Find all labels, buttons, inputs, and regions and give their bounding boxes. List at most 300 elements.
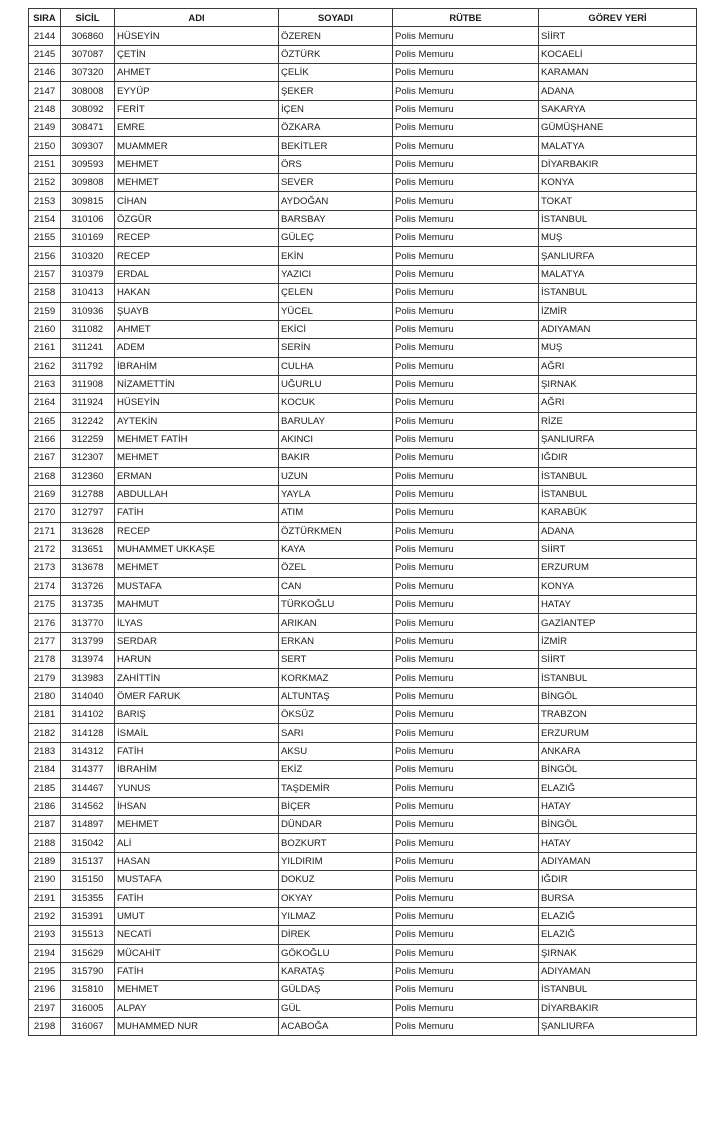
cell-sicil: 314467 [61,779,115,797]
cell-rutbe: Polis Memuru [393,687,539,705]
cell-sira: 2160 [29,320,61,338]
cell-gorev-yeri: ELAZIĞ [539,926,697,944]
cell-soyadi: EKİN [279,247,393,265]
cell-rutbe: Polis Memuru [393,320,539,338]
cell-gorev-yeri: AĞRI [539,394,697,412]
cell-soyadi: UĞURLU [279,375,393,393]
cell-gorev-yeri: KOCAELİ [539,45,697,63]
cell-rutbe: Polis Memuru [393,540,539,558]
cell-gorev-yeri: İSTANBUL [539,669,697,687]
cell-soyadi: GÖKOĞLU [279,944,393,962]
cell-adi: MEHMET [115,155,279,173]
table-row [29,504,697,522]
cell-gorev-yeri: KARAMAN [539,64,697,82]
cell-rutbe: Polis Memuru [393,412,539,430]
cell-soyadi: GÜLEÇ [279,229,393,247]
table-row [29,100,697,118]
cell-sira: 2175 [29,596,61,614]
cell-rutbe: Polis Memuru [393,522,539,540]
table-row [29,82,697,100]
cell-sicil: 312259 [61,430,115,448]
cell-gorev-yeri: GAZİANTEP [539,614,697,632]
cell-gorev-yeri: HATAY [539,797,697,815]
cell-rutbe: Polis Memuru [393,962,539,980]
cell-soyadi: DÜNDAR [279,816,393,834]
cell-adi: ÖZGÜR [115,210,279,228]
cell-rutbe: Polis Memuru [393,247,539,265]
cell-soyadi: YAZICI [279,265,393,283]
cell-gorev-yeri: ŞANLIURFA [539,1017,697,1035]
cell-adi: HASAN [115,852,279,870]
cell-rutbe: Polis Memuru [393,119,539,137]
cell-sicil: 307320 [61,64,115,82]
cell-adi: AYTEKİN [115,412,279,430]
cell-adi: NİZAMETTİN [115,375,279,393]
table-row [29,174,697,192]
cell-soyadi: BAKIR [279,449,393,467]
cell-sicil: 313770 [61,614,115,632]
cell-soyadi: KORKMAZ [279,669,393,687]
cell-sicil: 311082 [61,320,115,338]
cell-sira: 2152 [29,174,61,192]
cell-rutbe: Polis Memuru [393,449,539,467]
cell-rutbe: Polis Memuru [393,816,539,834]
cell-sira: 2156 [29,247,61,265]
cell-sira: 2179 [29,669,61,687]
table-row [29,485,697,503]
cell-gorev-yeri: HATAY [539,834,697,852]
cell-sicil: 313735 [61,596,115,614]
cell-rutbe: Polis Memuru [393,669,539,687]
cell-rutbe: Polis Memuru [393,229,539,247]
cell-soyadi: BİÇER [279,797,393,815]
header-gorev-yeri: GÖREV YERİ [539,9,697,27]
cell-sicil: 310379 [61,265,115,283]
cell-sira: 2177 [29,632,61,650]
cell-rutbe: Polis Memuru [393,651,539,669]
cell-soyadi: ATIM [279,504,393,522]
cell-sira: 2190 [29,871,61,889]
cell-rutbe: Polis Memuru [393,944,539,962]
cell-adi: ÖMER FARUK [115,687,279,705]
cell-soyadi: TÜRKOĞLU [279,596,393,614]
cell-gorev-yeri: ANKARA [539,742,697,760]
cell-adi: ALPAY [115,999,279,1017]
cell-soyadi: AKINCI [279,430,393,448]
cell-sira: 2185 [29,779,61,797]
table-row [29,871,697,889]
cell-soyadi: BEKİTLER [279,137,393,155]
cell-sira: 2173 [29,559,61,577]
cell-sira: 2158 [29,284,61,302]
cell-adi: MEHMET [115,559,279,577]
cell-sicil: 312788 [61,485,115,503]
cell-rutbe: Polis Memuru [393,284,539,302]
table-row [29,467,697,485]
cell-rutbe: Polis Memuru [393,834,539,852]
cell-gorev-yeri: MALATYA [539,265,697,283]
cell-gorev-yeri: TOKAT [539,192,697,210]
cell-sicil: 313983 [61,669,115,687]
cell-gorev-yeri: SİİRT [539,540,697,558]
table-row [29,834,697,852]
cell-gorev-yeri: İSTANBUL [539,210,697,228]
cell-adi: RECEP [115,522,279,540]
cell-gorev-yeri: İSTANBUL [539,284,697,302]
cell-adi: MUHAMMET UKKAŞE [115,540,279,558]
cell-adi: CİHAN [115,192,279,210]
table-row [29,320,697,338]
table-body [29,27,697,1036]
cell-gorev-yeri: AĞRI [539,357,697,375]
cell-sicil: 312307 [61,449,115,467]
cell-adi: MUHAMMED NUR [115,1017,279,1035]
cell-sira: 2187 [29,816,61,834]
cell-adi: HARUN [115,651,279,669]
table-row [29,45,697,63]
table-row [29,742,697,760]
document-page [28,8,696,1036]
table-row [29,651,697,669]
table-row [29,229,697,247]
cell-gorev-yeri: ERZURUM [539,559,697,577]
cell-soyadi: KAYA [279,540,393,558]
table-row [29,559,697,577]
cell-rutbe: Polis Memuru [393,761,539,779]
header-row [29,9,697,27]
cell-soyadi: BOZKURT [279,834,393,852]
cell-sicil: 316005 [61,999,115,1017]
cell-gorev-yeri: TRABZON [539,706,697,724]
cell-adi: FATİH [115,504,279,522]
cell-sicil: 313726 [61,577,115,595]
cell-gorev-yeri: ADIYAMAN [539,962,697,980]
cell-gorev-yeri: ADIYAMAN [539,320,697,338]
table-row [29,64,697,82]
cell-sicil: 310413 [61,284,115,302]
table-row [29,889,697,907]
cell-adi: MUSTAFA [115,871,279,889]
cell-soyadi: ÖKSÜZ [279,706,393,724]
cell-rutbe: Polis Memuru [393,357,539,375]
cell-gorev-yeri: IĞDIR [539,871,697,889]
cell-rutbe: Polis Memuru [393,999,539,1017]
cell-sicil: 315810 [61,981,115,999]
cell-gorev-yeri: ŞANLIURFA [539,247,697,265]
cell-sira: 2172 [29,540,61,558]
cell-adi: İBRAHİM [115,357,279,375]
cell-sicil: 314897 [61,816,115,834]
table-row [29,137,697,155]
cell-sicil: 315042 [61,834,115,852]
cell-soyadi: AYDOĞAN [279,192,393,210]
cell-sicil: 309815 [61,192,115,210]
table-row [29,284,697,302]
cell-sira: 2145 [29,45,61,63]
cell-rutbe: Polis Memuru [393,706,539,724]
cell-soyadi: TAŞDEMİR [279,779,393,797]
cell-gorev-yeri: KONYA [539,174,697,192]
cell-rutbe: Polis Memuru [393,64,539,82]
cell-sira: 2176 [29,614,61,632]
cell-gorev-yeri: ELAZIĞ [539,779,697,797]
header-adi: ADI [115,9,279,27]
cell-soyadi: GÜL [279,999,393,1017]
cell-gorev-yeri: BURSA [539,889,697,907]
cell-adi: EMRE [115,119,279,137]
cell-soyadi: ALTUNTAŞ [279,687,393,705]
cell-adi: MEHMET [115,174,279,192]
header-sira: SIRA [29,9,61,27]
cell-adi: İLYAS [115,614,279,632]
cell-sira: 2153 [29,192,61,210]
cell-sicil: 315137 [61,852,115,870]
cell-sicil: 310936 [61,302,115,320]
cell-rutbe: Polis Memuru [393,614,539,632]
cell-rutbe: Polis Memuru [393,302,539,320]
cell-soyadi: SEVER [279,174,393,192]
table-row [29,522,697,540]
table-row [29,302,697,320]
cell-sira: 2164 [29,394,61,412]
cell-sicil: 314377 [61,761,115,779]
cell-gorev-yeri: ADANA [539,522,697,540]
cell-sira: 2148 [29,100,61,118]
table-row [29,797,697,815]
cell-soyadi: AKSU [279,742,393,760]
cell-sicil: 312797 [61,504,115,522]
cell-adi: RECEP [115,247,279,265]
cell-rutbe: Polis Memuru [393,596,539,614]
cell-sicil: 311241 [61,339,115,357]
cell-sira: 2195 [29,962,61,980]
cell-sicil: 314040 [61,687,115,705]
cell-sira: 2180 [29,687,61,705]
header-sicil: SİCİL [61,9,115,27]
cell-rutbe: Polis Memuru [393,192,539,210]
cell-sicil: 309307 [61,137,115,155]
cell-rutbe: Polis Memuru [393,339,539,357]
cell-gorev-yeri: ŞANLIURFA [539,430,697,448]
table-header [29,9,697,27]
cell-soyadi: KARATAŞ [279,962,393,980]
cell-soyadi: BARULAY [279,412,393,430]
table-row [29,247,697,265]
cell-gorev-yeri: ŞIRNAK [539,375,697,393]
cell-adi: HÜSEYİN [115,394,279,412]
cell-adi: NECATİ [115,926,279,944]
cell-sicil: 311924 [61,394,115,412]
cell-rutbe: Polis Memuru [393,27,539,45]
cell-adi: İSMAİL [115,724,279,742]
cell-soyadi: ERKAN [279,632,393,650]
table-row [29,192,697,210]
cell-adi: MEHMET [115,981,279,999]
table-row [29,926,697,944]
cell-sira: 2178 [29,651,61,669]
cell-rutbe: Polis Memuru [393,852,539,870]
cell-sicil: 315629 [61,944,115,962]
cell-adi: UMUT [115,907,279,925]
cell-soyadi: YAYLA [279,485,393,503]
table-row [29,155,697,173]
cell-soyadi: UZUN [279,467,393,485]
cell-gorev-yeri: MUŞ [539,229,697,247]
cell-sicil: 313799 [61,632,115,650]
cell-adi: EYYÜP [115,82,279,100]
cell-rutbe: Polis Memuru [393,375,539,393]
table-row [29,962,697,980]
cell-rutbe: Polis Memuru [393,485,539,503]
table-row [29,265,697,283]
cell-rutbe: Polis Memuru [393,871,539,889]
cell-gorev-yeri: RİZE [539,412,697,430]
cell-sira: 2194 [29,944,61,962]
cell-adi: RECEP [115,229,279,247]
cell-rutbe: Polis Memuru [393,430,539,448]
cell-sira: 2174 [29,577,61,595]
cell-soyadi: SERT [279,651,393,669]
cell-sira: 2188 [29,834,61,852]
cell-soyadi: ŞEKER [279,82,393,100]
cell-adi: HAKAN [115,284,279,302]
cell-sicil: 310169 [61,229,115,247]
cell-rutbe: Polis Memuru [393,632,539,650]
cell-sira: 2149 [29,119,61,137]
table-row [29,449,697,467]
table-row [29,944,697,962]
cell-soyadi: YÜCEL [279,302,393,320]
cell-sira: 2161 [29,339,61,357]
cell-sira: 2157 [29,265,61,283]
cell-sicil: 315391 [61,907,115,925]
cell-adi: İBRAHİM [115,761,279,779]
cell-gorev-yeri: ADIYAMAN [539,852,697,870]
cell-sicil: 315355 [61,889,115,907]
cell-sicil: 312360 [61,467,115,485]
table-row [29,761,697,779]
cell-soyadi: KOCUK [279,394,393,412]
cell-adi: ZAHİTTİN [115,669,279,687]
cell-rutbe: Polis Memuru [393,467,539,485]
cell-soyadi: GÜLDAŞ [279,981,393,999]
cell-sicil: 313974 [61,651,115,669]
cell-sicil: 310320 [61,247,115,265]
cell-sicil: 314102 [61,706,115,724]
cell-rutbe: Polis Memuru [393,265,539,283]
cell-adi: AHMET [115,64,279,82]
cell-soyadi: İÇEN [279,100,393,118]
cell-sicil: 313651 [61,540,115,558]
cell-sira: 2184 [29,761,61,779]
table-row [29,706,697,724]
table-row [29,669,697,687]
cell-gorev-yeri: ADANA [539,82,697,100]
cell-adi: ERMAN [115,467,279,485]
cell-rutbe: Polis Memuru [393,907,539,925]
cell-gorev-yeri: MALATYA [539,137,697,155]
personnel-table [28,8,697,1036]
cell-adi: İHSAN [115,797,279,815]
cell-sicil: 315513 [61,926,115,944]
cell-rutbe: Polis Memuru [393,504,539,522]
cell-adi: MEHMET [115,449,279,467]
cell-sira: 2170 [29,504,61,522]
cell-soyadi: ÖZEREN [279,27,393,45]
cell-sira: 2198 [29,1017,61,1035]
cell-soyadi: SERİN [279,339,393,357]
cell-gorev-yeri: İSTANBUL [539,485,697,503]
table-row [29,981,697,999]
cell-soyadi: ÖZTÜRK [279,45,393,63]
cell-adi: YUNUS [115,779,279,797]
cell-sicil: 308471 [61,119,115,137]
cell-gorev-yeri: İSTANBUL [539,467,697,485]
cell-adi: MUAMMER [115,137,279,155]
cell-sicil: 314128 [61,724,115,742]
cell-rutbe: Polis Memuru [393,797,539,815]
cell-adi: MÜCAHİT [115,944,279,962]
cell-gorev-yeri: DİYARBAKIR [539,999,697,1017]
cell-soyadi: ACABOĞA [279,1017,393,1035]
cell-sicil: 314562 [61,797,115,815]
cell-gorev-yeri: KONYA [539,577,697,595]
cell-sicil: 312242 [61,412,115,430]
cell-adi: ÇETİN [115,45,279,63]
table-row [29,614,697,632]
cell-sira: 2151 [29,155,61,173]
cell-sira: 2193 [29,926,61,944]
cell-gorev-yeri: SAKARYA [539,100,697,118]
cell-gorev-yeri: İSTANBUL [539,981,697,999]
cell-soyadi: ÖRS [279,155,393,173]
cell-rutbe: Polis Memuru [393,889,539,907]
cell-soyadi: CAN [279,577,393,595]
cell-adi: FATİH [115,889,279,907]
cell-adi: AHMET [115,320,279,338]
cell-sira: 2168 [29,467,61,485]
cell-soyadi: YILMAZ [279,907,393,925]
cell-gorev-yeri: İZMİR [539,302,697,320]
cell-soyadi: ÇELİK [279,64,393,82]
cell-gorev-yeri: ELAZIĞ [539,907,697,925]
cell-soyadi: DOKUZ [279,871,393,889]
cell-adi: FATİH [115,742,279,760]
cell-sicil: 308008 [61,82,115,100]
cell-sicil: 316067 [61,1017,115,1035]
table-row [29,540,697,558]
cell-gorev-yeri: DİYARBAKIR [539,155,697,173]
cell-adi: BARIŞ [115,706,279,724]
cell-soyadi: EKİCİ [279,320,393,338]
cell-sira: 2182 [29,724,61,742]
cell-soyadi: ÖZEL [279,559,393,577]
cell-sira: 2165 [29,412,61,430]
cell-soyadi: ÖZTÜRKMEN [279,522,393,540]
cell-sicil: 309593 [61,155,115,173]
cell-gorev-yeri: SİİRT [539,651,697,669]
cell-adi: HÜSEYİN [115,27,279,45]
cell-rutbe: Polis Memuru [393,724,539,742]
cell-gorev-yeri: MUŞ [539,339,697,357]
cell-sicil: 313678 [61,559,115,577]
cell-soyadi: ÇELEN [279,284,393,302]
cell-gorev-yeri: ERZURUM [539,724,697,742]
table-row [29,577,697,595]
table-row [29,816,697,834]
table-row [29,687,697,705]
cell-gorev-yeri: SİİRT [539,27,697,45]
